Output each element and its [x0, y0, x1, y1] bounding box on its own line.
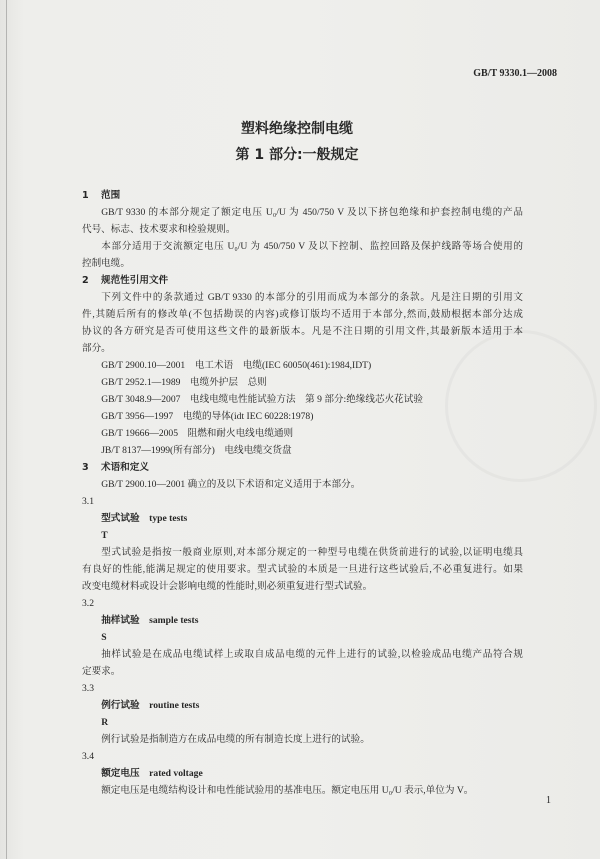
term-heading	[82, 765, 523, 782]
term-chinese: 型式试验	[101, 513, 140, 524]
page-number: 1	[546, 795, 551, 806]
section-title: 范围	[101, 190, 121, 201]
section-number: 3	[82, 462, 89, 473]
term-english: sample tests	[149, 615, 199, 626]
reference-item	[82, 357, 523, 374]
paragraph-line: 件,其随后所有的修改单(不包括勘误的内容)或修订版均不适用于本部分,然而,鼓励根据本部分达成	[82, 309, 523, 320]
term-abbreviation: S	[101, 632, 107, 643]
paragraph-line: 本部分适用于交流额定电压 U₀/U 为 450/750 V 及以下控制、监控回路及保护线路等场合使用的	[101, 241, 523, 252]
reference-item	[82, 442, 523, 459]
paragraph-line: 下列文件中的条款通过 GB/T 9330 的本部分的引用而成为本部分的条款。凡是注日期的引用文	[101, 292, 523, 303]
reference-code: GB/T 2900.10—2001	[101, 360, 186, 371]
reference-title: 电缆的导体(idt IEC 60228:1978)	[182, 411, 314, 422]
definition-line: 例行试验是指制造方在成品电缆的所有制造长度上进行的试验。	[101, 734, 370, 745]
term-english: routine tests	[149, 700, 200, 711]
reference-title: 阻燃和耐火电线电缆通则	[187, 428, 294, 439]
section-heading-terms-and-definitions	[82, 459, 523, 476]
paragraph-line: 协议的各方研究是否可使用这些文件的最新版本。凡是不注日期的引用文件,其最新版本适用于本	[82, 326, 523, 337]
section-heading-normative-references	[82, 272, 523, 289]
reference-title: 电工术语 电缆(IEC 60050(461):1984,IDT)	[194, 360, 372, 371]
paragraph-line: 部分。	[82, 343, 111, 354]
section-number: 1	[82, 190, 89, 201]
term-chinese: 抽样试验	[101, 615, 140, 626]
reference-title: 电线电缆电性能试验方法 第 9 部分:绝缘线芯火花试验	[190, 394, 423, 405]
term-abbreviation: R	[101, 717, 109, 728]
clause-number: 3.1	[82, 496, 94, 507]
reference-item	[82, 408, 523, 425]
term-abbreviation: T	[101, 530, 108, 541]
definition-line: 额定电压是电缆结构设计和电性能试验用的基准电压。额定电压用 U₀/U 表示,单位为 V。	[101, 785, 474, 796]
reference-code: JB/T 8137—1999(所有部分)	[101, 445, 215, 456]
term-chinese: 额定电压	[101, 768, 140, 779]
definition-line: 改变电缆材料或设计会影响电缆的性能时,则必须重复进行型式试验。	[82, 581, 373, 592]
paragraph-line: 控制电缆。	[82, 258, 130, 269]
paragraph-line: 代号、标志、技术要求和检验规则。	[82, 224, 236, 235]
term-heading	[82, 510, 523, 527]
document-body	[82, 187, 523, 799]
reference-item	[82, 374, 523, 391]
section-heading-scope	[82, 187, 523, 204]
reference-title: 电线电缆交货盘	[224, 445, 292, 456]
section-intro: GB/T 2900.10—2001 确立的及以下术语和定义适用于本部分。	[101, 479, 361, 490]
reference-item	[82, 425, 523, 442]
definition-line: 定要求。	[82, 666, 121, 677]
term-heading	[82, 612, 523, 629]
term-heading	[82, 697, 523, 714]
clause-number: 3.4	[82, 751, 94, 762]
section-number: 2	[82, 275, 89, 286]
document-code-header: GB/T 9330.1—2008	[473, 68, 557, 79]
reference-code: GB/T 19666—2005	[101, 428, 179, 439]
term-english: type tests	[149, 513, 188, 524]
term-chinese: 例行试验	[101, 700, 140, 711]
definition-line: 型式试验是指按一般商业原则,对本部分规定的一种型号电缆在供货前进行的试验,以证明电缆具	[101, 547, 523, 558]
term-english: rated voltage	[149, 768, 203, 779]
section-title: 术语和定义	[101, 462, 149, 473]
document-subtitle: 第 1 部分:一般规定	[235, 147, 359, 163]
reference-code: GB/T 3956—1997	[101, 411, 174, 422]
definition-line: 有良好的性能,能满足规定的使用要求。型式试验的本质是一旦进行这些试验后,不必重复进行。如果	[82, 564, 523, 575]
definition-line: 抽样试验是在成品电缆试样上或取自成品电缆的元件上进行的试验,以检验成品电缆产品符合规	[101, 649, 523, 660]
section-title: 规范性引用文件	[101, 275, 169, 286]
clause-number: 3.2	[82, 598, 94, 609]
clause-number: 3.3	[82, 683, 94, 694]
reference-code: GB/T 2952.1—1989	[101, 377, 181, 388]
reference-title: 电缆外护层 总则	[190, 377, 267, 388]
document-title: 塑料绝缘控制电缆	[241, 121, 353, 137]
reference-code: GB/T 3048.9—2007	[101, 394, 181, 405]
reference-item	[82, 391, 523, 408]
paragraph-line: GB/T 9330 的本部分规定了额定电压 U₀/U 为 450/750 V 及以下挤包绝缘和护套控制电缆的产品	[101, 207, 523, 218]
